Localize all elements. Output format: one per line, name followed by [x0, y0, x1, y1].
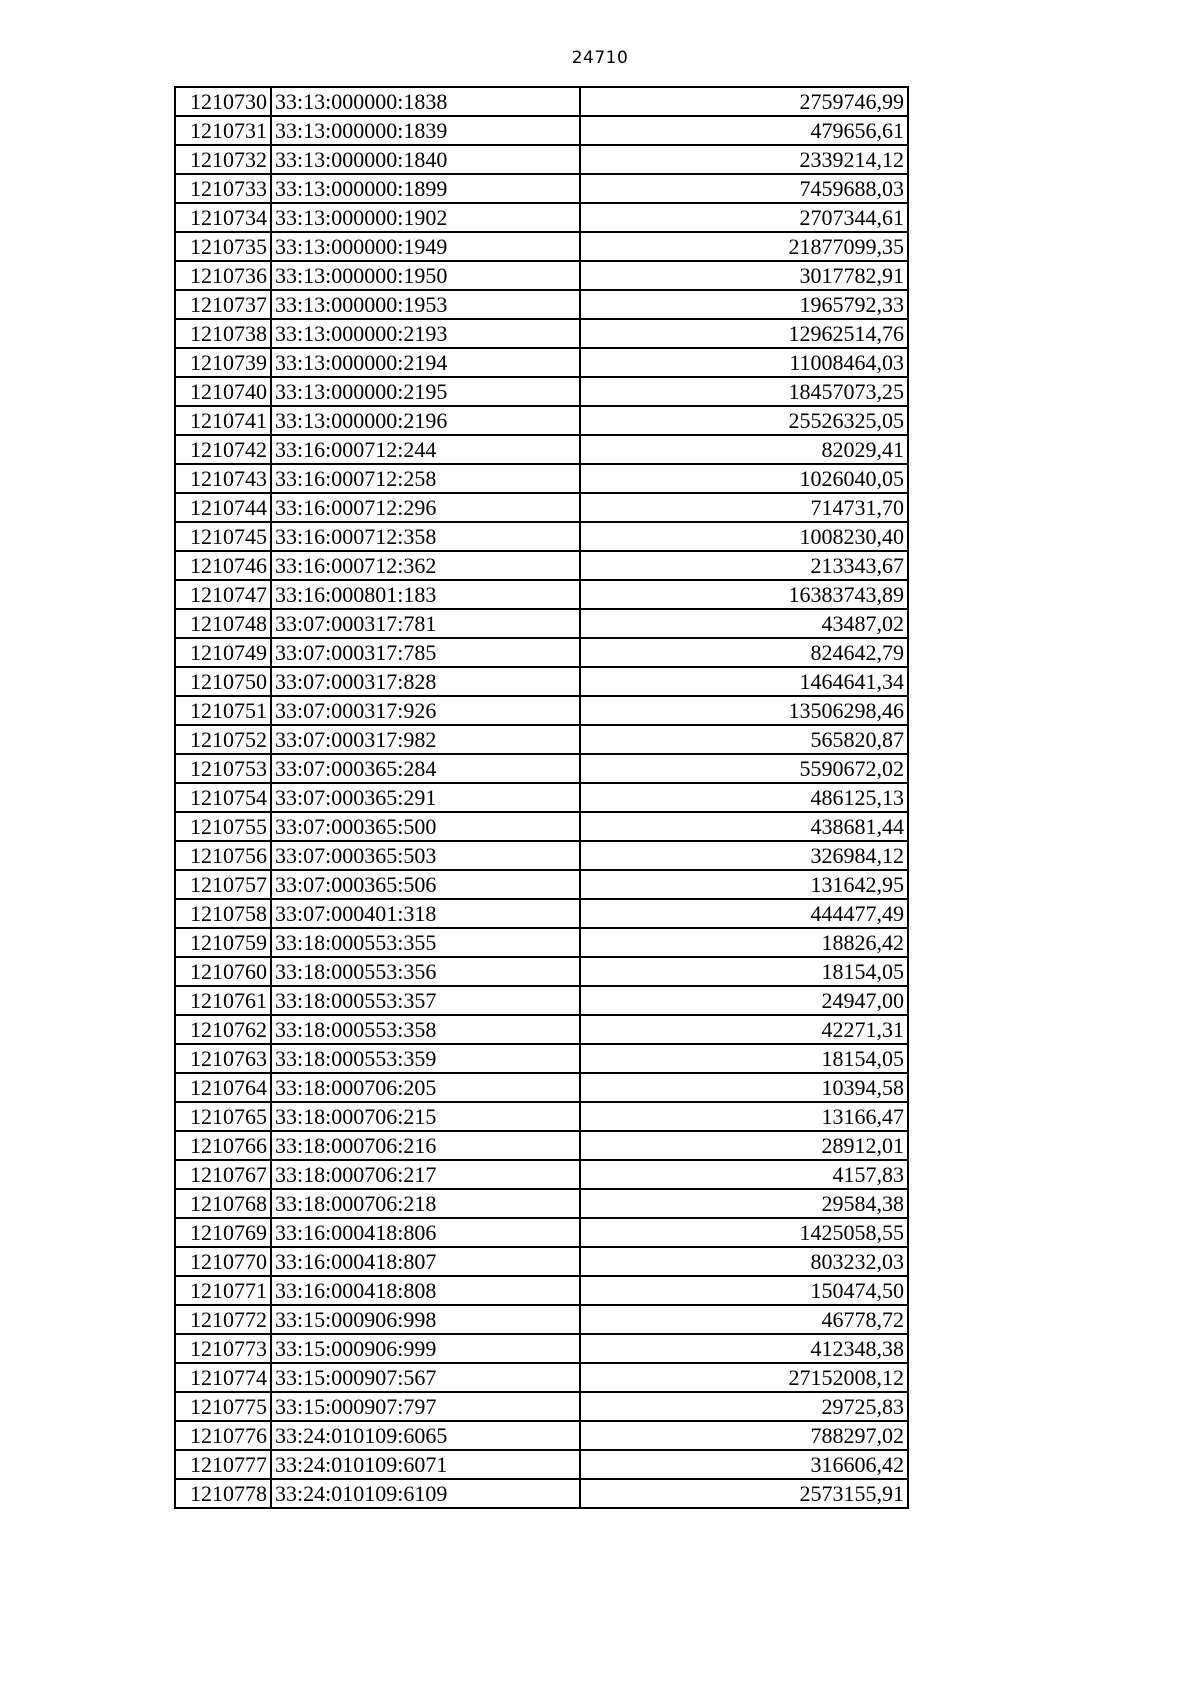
table-row	[175, 638, 908, 667]
row-id-cell: 1210753	[175, 754, 271, 783]
cadastral-number-cell: 33:07:000317:781	[271, 609, 580, 638]
cadastral-number-cell: 33:18:000553:358	[271, 1015, 580, 1044]
table-row	[175, 580, 908, 609]
row-id-cell: 1210756	[175, 841, 271, 870]
row-id-cell: 1210771	[175, 1276, 271, 1305]
row-id-cell: 1210748	[175, 609, 271, 638]
row-id-cell: 1210775	[175, 1392, 271, 1421]
value-cell: 25526325,05	[580, 406, 908, 435]
cadastral-number-cell: 33:13:000000:1902	[271, 203, 580, 232]
value-cell: 1464641,34	[580, 667, 908, 696]
row-id-cell: 1210763	[175, 1044, 271, 1073]
value-cell: 316606,42	[580, 1450, 908, 1479]
row-id-cell: 1210752	[175, 725, 271, 754]
row-id-cell: 1210757	[175, 870, 271, 899]
cadastral-number-cell: 33:07:000365:500	[271, 812, 580, 841]
row-id-cell: 1210773	[175, 1334, 271, 1363]
row-id-cell: 1210749	[175, 638, 271, 667]
row-id-cell: 1210770	[175, 1247, 271, 1276]
row-id-cell: 1210741	[175, 406, 271, 435]
cadastral-number-cell: 33:07:000365:284	[271, 754, 580, 783]
value-cell: 43487,02	[580, 609, 908, 638]
table-row	[175, 841, 908, 870]
table-row	[175, 1305, 908, 1334]
value-cell: 486125,13	[580, 783, 908, 812]
cadastral-number-cell: 33:13:000000:1950	[271, 261, 580, 290]
table-row	[175, 522, 908, 551]
value-cell: 131642,95	[580, 870, 908, 899]
row-id-cell: 1210767	[175, 1160, 271, 1189]
row-id-cell: 1210739	[175, 348, 271, 377]
table-row	[175, 232, 908, 261]
value-cell: 5590672,02	[580, 754, 908, 783]
value-cell: 824642,79	[580, 638, 908, 667]
cadastral-number-cell: 33:18:000553:357	[271, 986, 580, 1015]
value-cell: 803232,03	[580, 1247, 908, 1276]
cadastral-number-cell: 33:18:000706:216	[271, 1131, 580, 1160]
value-cell: 150474,50	[580, 1276, 908, 1305]
row-id-cell: 1210743	[175, 464, 271, 493]
table-row	[175, 899, 908, 928]
table-row	[175, 1392, 908, 1421]
row-id-cell: 1210737	[175, 290, 271, 319]
table-row	[175, 1189, 908, 1218]
row-id-cell: 1210766	[175, 1131, 271, 1160]
table-row	[175, 1421, 908, 1450]
table-row	[175, 957, 908, 986]
value-cell: 18154,05	[580, 957, 908, 986]
table-row	[175, 696, 908, 725]
table-row	[175, 261, 908, 290]
row-id-cell: 1210776	[175, 1421, 271, 1450]
table-row	[175, 145, 908, 174]
cadastral-number-cell: 33:13:000000:2196	[271, 406, 580, 435]
table-body	[175, 87, 908, 1508]
table-row	[175, 1276, 908, 1305]
cadastral-number-cell: 33:13:000000:1838	[271, 87, 580, 116]
table-row	[175, 1450, 908, 1479]
table-row	[175, 87, 908, 116]
value-cell: 24947,00	[580, 986, 908, 1015]
table-row	[175, 464, 908, 493]
value-cell: 412348,38	[580, 1334, 908, 1363]
cadastral-number-cell: 33:07:000317:982	[271, 725, 580, 754]
cadastral-number-cell: 33:07:000317:926	[271, 696, 580, 725]
cadastral-number-cell: 33:13:000000:1840	[271, 145, 580, 174]
value-cell: 1026040,05	[580, 464, 908, 493]
row-id-cell: 1210761	[175, 986, 271, 1015]
table-row	[175, 174, 908, 203]
cadastral-number-cell: 33:07:000365:291	[271, 783, 580, 812]
value-cell: 12962514,76	[580, 319, 908, 348]
cadastral-number-cell: 33:24:010109:6071	[271, 1450, 580, 1479]
value-cell: 1965792,33	[580, 290, 908, 319]
row-id-cell: 1210746	[175, 551, 271, 580]
table-row	[175, 435, 908, 464]
cadastral-number-cell: 33:13:000000:1949	[271, 232, 580, 261]
value-cell: 21877099,35	[580, 232, 908, 261]
cadastral-number-cell: 33:16:000418:808	[271, 1276, 580, 1305]
table-row	[175, 1334, 908, 1363]
table-row	[175, 783, 908, 812]
page-number: 24710	[571, 48, 629, 68]
cadastral-number-cell: 33:16:000712:244	[271, 435, 580, 464]
row-id-cell: 1210764	[175, 1073, 271, 1102]
table-row	[175, 1247, 908, 1276]
row-id-cell: 1210777	[175, 1450, 271, 1479]
table-row	[175, 1073, 908, 1102]
cadastral-number-cell: 33:18:000553:355	[271, 928, 580, 957]
value-cell: 18154,05	[580, 1044, 908, 1073]
table-row	[175, 870, 908, 899]
cadastral-number-cell: 33:13:000000:1899	[271, 174, 580, 203]
row-id-cell: 1210759	[175, 928, 271, 957]
value-cell: 7459688,03	[580, 174, 908, 203]
value-cell: 29725,83	[580, 1392, 908, 1421]
cadastral-number-cell: 33:15:000906:999	[271, 1334, 580, 1363]
value-cell: 10394,58	[580, 1073, 908, 1102]
row-id-cell: 1210730	[175, 87, 271, 116]
table-row	[175, 725, 908, 754]
cadastral-number-cell: 33:13:000000:2193	[271, 319, 580, 348]
value-cell: 1008230,40	[580, 522, 908, 551]
table-row	[175, 1363, 908, 1392]
row-id-cell: 1210740	[175, 377, 271, 406]
value-cell: 2707344,61	[580, 203, 908, 232]
value-cell: 438681,44	[580, 812, 908, 841]
table-row	[175, 1015, 908, 1044]
table-row	[175, 812, 908, 841]
cadastral-number-cell: 33:07:000317:785	[271, 638, 580, 667]
value-cell: 82029,41	[580, 435, 908, 464]
table-row	[175, 609, 908, 638]
value-cell: 13506298,46	[580, 696, 908, 725]
table-row	[175, 377, 908, 406]
value-cell: 18457073,25	[580, 377, 908, 406]
value-cell: 479656,61	[580, 116, 908, 145]
cadastral-number-cell: 33:18:000706:205	[271, 1073, 580, 1102]
cadastral-number-cell: 33:07:000401:318	[271, 899, 580, 928]
cadastral-number-cell: 33:16:000712:258	[271, 464, 580, 493]
row-id-cell: 1210732	[175, 145, 271, 174]
table-row	[175, 928, 908, 957]
table-row	[175, 406, 908, 435]
value-cell: 788297,02	[580, 1421, 908, 1450]
row-id-cell: 1210745	[175, 522, 271, 551]
row-id-cell: 1210751	[175, 696, 271, 725]
value-cell: 213343,67	[580, 551, 908, 580]
row-id-cell: 1210736	[175, 261, 271, 290]
cadastral-number-cell: 33:13:000000:2194	[271, 348, 580, 377]
row-id-cell: 1210731	[175, 116, 271, 145]
cadastral-number-cell: 33:16:000418:806	[271, 1218, 580, 1247]
table-row	[175, 1131, 908, 1160]
cadastral-number-cell: 33:18:000706:215	[271, 1102, 580, 1131]
table-row	[175, 667, 908, 696]
value-cell: 4157,83	[580, 1160, 908, 1189]
row-id-cell: 1210774	[175, 1363, 271, 1392]
cadastral-number-cell: 33:16:000801:183	[271, 580, 580, 609]
value-cell: 2339214,12	[580, 145, 908, 174]
row-id-cell: 1210750	[175, 667, 271, 696]
row-id-cell: 1210758	[175, 899, 271, 928]
cadastral-number-cell: 33:24:010109:6065	[271, 1421, 580, 1450]
cadastral-number-cell: 33:18:000553:359	[271, 1044, 580, 1073]
cadastral-number-cell: 33:13:000000:1953	[271, 290, 580, 319]
table-row	[175, 754, 908, 783]
value-cell: 3017782,91	[580, 261, 908, 290]
row-id-cell: 1210768	[175, 1189, 271, 1218]
value-cell: 28912,01	[580, 1131, 908, 1160]
cadastral-number-cell: 33:15:000906:998	[271, 1305, 580, 1334]
cadastral-number-cell: 33:18:000706:217	[271, 1160, 580, 1189]
cadastral-number-cell: 33:16:000418:807	[271, 1247, 580, 1276]
table-row	[175, 290, 908, 319]
table-row	[175, 116, 908, 145]
cadastral-number-cell: 33:07:000365:506	[271, 870, 580, 899]
row-id-cell: 1210747	[175, 580, 271, 609]
row-id-cell: 1210754	[175, 783, 271, 812]
value-cell: 326984,12	[580, 841, 908, 870]
row-id-cell: 1210742	[175, 435, 271, 464]
table-row	[175, 319, 908, 348]
row-id-cell: 1210765	[175, 1102, 271, 1131]
value-cell: 444477,49	[580, 899, 908, 928]
table-row	[175, 1044, 908, 1073]
cadastral-number-cell: 33:15:000907:797	[271, 1392, 580, 1421]
value-cell: 2573155,91	[580, 1479, 908, 1508]
cadastral-number-cell: 33:18:000553:356	[271, 957, 580, 986]
value-cell: 18826,42	[580, 928, 908, 957]
table-row	[175, 551, 908, 580]
row-id-cell: 1210769	[175, 1218, 271, 1247]
value-cell: 2759746,99	[580, 87, 908, 116]
value-cell: 27152008,12	[580, 1363, 908, 1392]
cadastral-number-cell: 33:07:000317:828	[271, 667, 580, 696]
value-cell: 714731,70	[580, 493, 908, 522]
row-id-cell: 1210755	[175, 812, 271, 841]
value-cell: 46778,72	[580, 1305, 908, 1334]
row-id-cell: 1210778	[175, 1479, 271, 1508]
table-row	[175, 1102, 908, 1131]
value-cell: 1425058,55	[580, 1218, 908, 1247]
table-row	[175, 203, 908, 232]
table-row	[175, 1479, 908, 1508]
data-table	[174, 86, 909, 1509]
table-row	[175, 1218, 908, 1247]
table-row	[175, 348, 908, 377]
row-id-cell: 1210772	[175, 1305, 271, 1334]
value-cell: 29584,38	[580, 1189, 908, 1218]
cadastral-number-cell: 33:24:010109:6109	[271, 1479, 580, 1508]
row-id-cell: 1210733	[175, 174, 271, 203]
row-id-cell: 1210734	[175, 203, 271, 232]
value-cell: 42271,31	[580, 1015, 908, 1044]
cadastral-number-cell: 33:13:000000:1839	[271, 116, 580, 145]
cadastral-number-cell: 33:16:000712:296	[271, 493, 580, 522]
cadastral-number-cell: 33:18:000706:218	[271, 1189, 580, 1218]
cadastral-number-cell: 33:13:000000:2195	[271, 377, 580, 406]
value-cell: 11008464,03	[580, 348, 908, 377]
cadastral-number-cell: 33:15:000907:567	[271, 1363, 580, 1392]
table-row	[175, 1160, 908, 1189]
cadastral-number-cell: 33:16:000712:362	[271, 551, 580, 580]
row-id-cell: 1210744	[175, 493, 271, 522]
row-id-cell: 1210735	[175, 232, 271, 261]
value-cell: 16383743,89	[580, 580, 908, 609]
value-cell: 565820,87	[580, 725, 908, 754]
value-cell: 13166,47	[580, 1102, 908, 1131]
row-id-cell: 1210738	[175, 319, 271, 348]
table-row	[175, 986, 908, 1015]
cadastral-number-cell: 33:07:000365:503	[271, 841, 580, 870]
row-id-cell: 1210762	[175, 1015, 271, 1044]
table-row	[175, 493, 908, 522]
row-id-cell: 1210760	[175, 957, 271, 986]
cadastral-number-cell: 33:16:000712:358	[271, 522, 580, 551]
